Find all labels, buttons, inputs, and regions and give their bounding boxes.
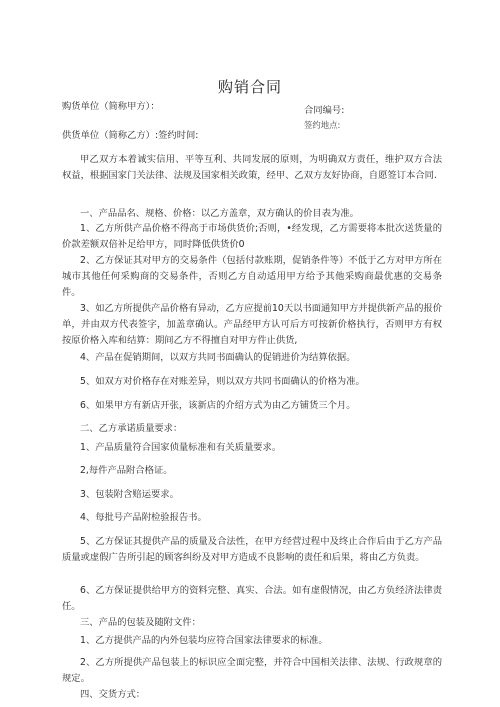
section-3-item-2: 2、乙方所提供产品包装上的标识应全面完整，并符合中国相关法律、法规、行政规章的规定。 — [62, 657, 442, 684]
section-1-item-1: 1、乙方所供产品价格不得高于市场供货价;否则，•经发现，乙方需要将本批次送货量的价款差额双倍补足给甲方，同时降低供货价0 — [62, 223, 442, 250]
section-1-item-5: 5、如双方对价格存在对账差异，则以双方共同书面确认的价格为准。 — [80, 376, 365, 387]
section-1-item-2: 2、乙方保证其对甲方的交易条件（包括付款账期，促销条件等）不低于乙方对甲方所在城市其他任何采购商的交易条件，否则乙方自动适用甲方给予其他采购商最优惠的交易条件。 — [62, 255, 442, 298]
seller-label: 供货单位（简称乙方）:签约时间: — [62, 130, 199, 141]
intro-paragraph: 甲乙双方本着诚实信用、平等互利、共同发展的原则，为明确双方责任，维护双方合法权益，根据国家门关法律、法规及国家相关政策，经甲、乙双方友好协商，自愿签订本合同. — [62, 154, 442, 181]
section-2-item-4: 4、每批号产品附检验报告书。 — [80, 512, 207, 523]
section-1-item-4: 4、产品在促销期间，以双方共同书面确认的促销进价为结算依据。 — [80, 352, 356, 363]
section-2-item-6: 6、乙方保证提供给甲方的资料完整、真实、合法。如有虚假情况，由乙方负经济法律责任。 — [62, 585, 442, 612]
contract-no-label: 合同编号: — [304, 105, 345, 116]
section-2-item-1: 1、产品质量符合国家侦量标准和有关质量要求。 — [80, 442, 282, 453]
section-1-item-6: 6、如果甲方有新店开张，该新店的介绍方式为由乙方铺货三个月。 — [80, 400, 356, 411]
section-1-title: 一、产品品名、规格、价格：以乙方盖章，双方确认的价目表为准。 — [80, 208, 359, 219]
section-2-item-5: 5、乙方保证其提供产品的质量及合法性，在甲方经营过程中及终止合作后由于乙方产品质量或虚假广告所引起的顾客纠纷及对甲方造成不良影响的责任和后果，将由乙方负责。 — [62, 536, 442, 563]
page-title: 购销合同 — [217, 78, 282, 96]
buyer-label: 购货单位（简称甲方）： — [62, 101, 160, 112]
section-2-title: 二、乙方承诺质量要求： — [80, 423, 183, 434]
section-2-item-2: 2,每件产品附合格证。 — [80, 465, 173, 476]
sign-place-label: 签约地点: — [304, 120, 341, 130]
section-3-title: 三、产品的包装及随附文件： — [80, 617, 201, 628]
section-2-item-3: 3、包装附含赔运要求。 — [80, 489, 179, 500]
section-4-title: 四、交货方式： — [80, 689, 146, 700]
section-1-item-3: 3、如乙方所提供产品价格有异动，乙方应提前10天以书面通知甲方并提供新产品的报价单，并由双方代表签字，加盖章确认。产品经甲方认可后方可按新价格执行，否则甲方有权按原价格入库和结算：期间乙方不得擅自对甲方件止供货, — [62, 303, 442, 346]
section-3-item-1: 1、乙方提供产品的内外包装均应符合国家法律要求的标准。 — [80, 635, 328, 646]
